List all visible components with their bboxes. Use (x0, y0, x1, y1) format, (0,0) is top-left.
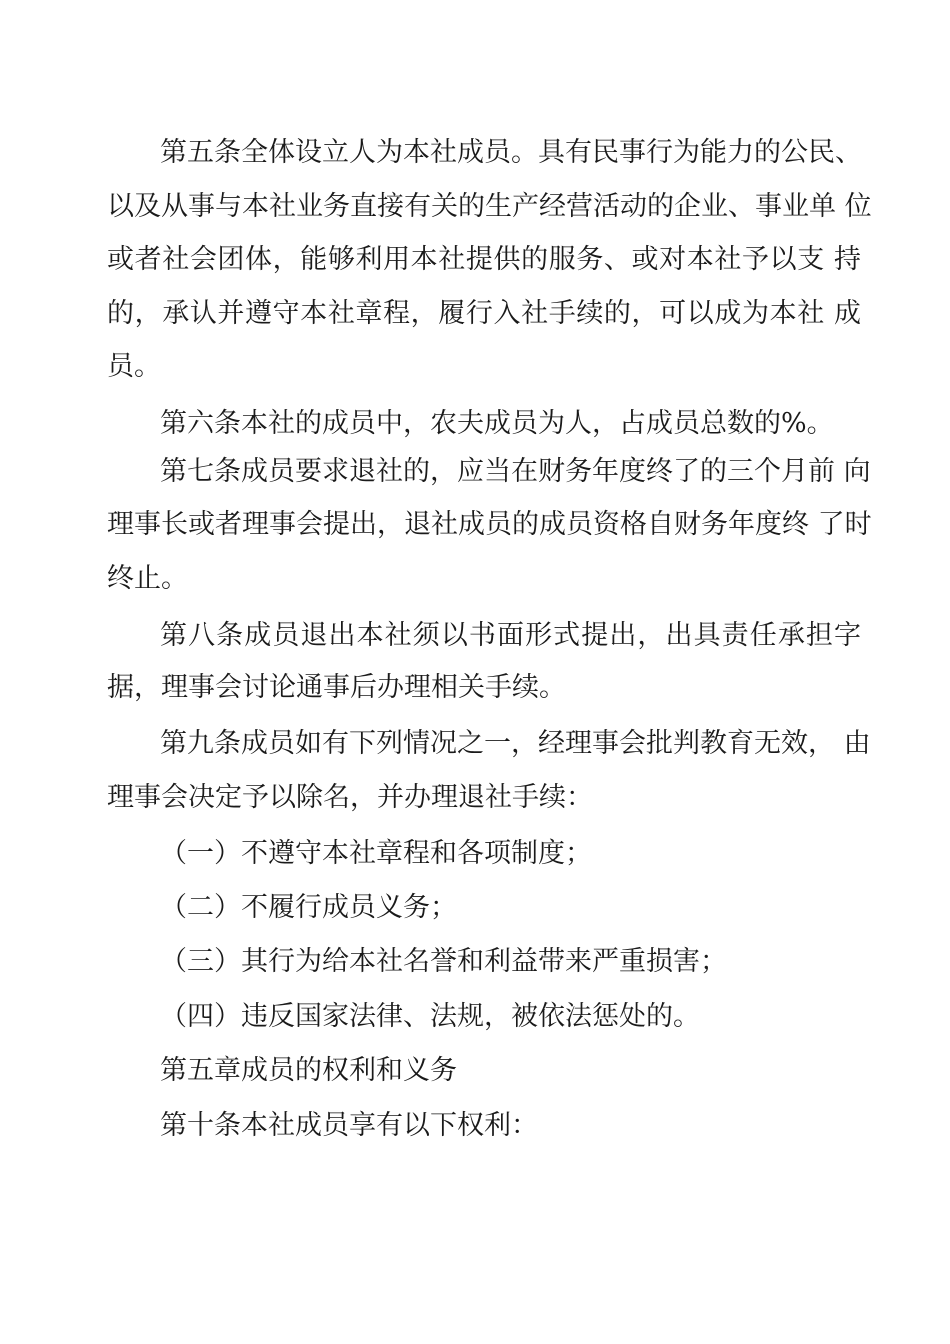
article-5-line-3: 或者社会团体，能够利用本社提供的服务、或对本社予以支 持 (107, 244, 861, 275)
article-7-line-3: 终止。 (107, 563, 188, 594)
article-10-line-1: 第十条本社成员享有以下权利： (160, 1110, 538, 1141)
article-5-line-4: 的，承认并遵守本社章程，履行入社手续的，可以成为本社 成 (107, 298, 861, 329)
list-item-4: （四）违反国家法律、法规，被依法惩处的。 (160, 1001, 700, 1032)
article-5-line-5: 员。 (107, 351, 161, 382)
article-7-line-2: 理事长或者理事会提出，退社成员的成员资格自财务年度终 了时 (107, 509, 872, 540)
article-6-line-1: 第六条本社的成员中，农夫成员为人，占成员总数的%。 (160, 408, 834, 439)
article-5-line-2: 以及从事与本社业务直接有关的生产经营活动的企业、事业单 位 (107, 191, 872, 222)
list-item-2: （二）不履行成员义务； (160, 892, 457, 923)
list-item-1: （一）不遵守本社章程和各项制度； (160, 838, 592, 869)
article-9-line-1: 第九条成员如有下列情况之一，经理事会批判教育无效， 由 (160, 728, 871, 759)
list-item-3: （三）其行为给本社名誉和利益带来严重损害； (160, 946, 727, 977)
chapter-heading: 第五章成员的权利和义务 (160, 1055, 457, 1086)
article-5-line-1: 第五条全体设立人为本社成员。具有民事行为能力的公民、 (160, 137, 862, 168)
article-9-line-2: 理事会决定予以除名，并办理退社手续： (107, 782, 593, 813)
article-8-line-2: 据，理事会讨论通事后办理相关手续。 (107, 672, 566, 703)
article-8-line-1: 第八条成员退出本社须以书面形式提出，出具责任承担字 (160, 620, 861, 651)
article-7-line-1: 第七条成员要求退社的，应当在财务年度终了的三个月前 向 (160, 456, 871, 487)
